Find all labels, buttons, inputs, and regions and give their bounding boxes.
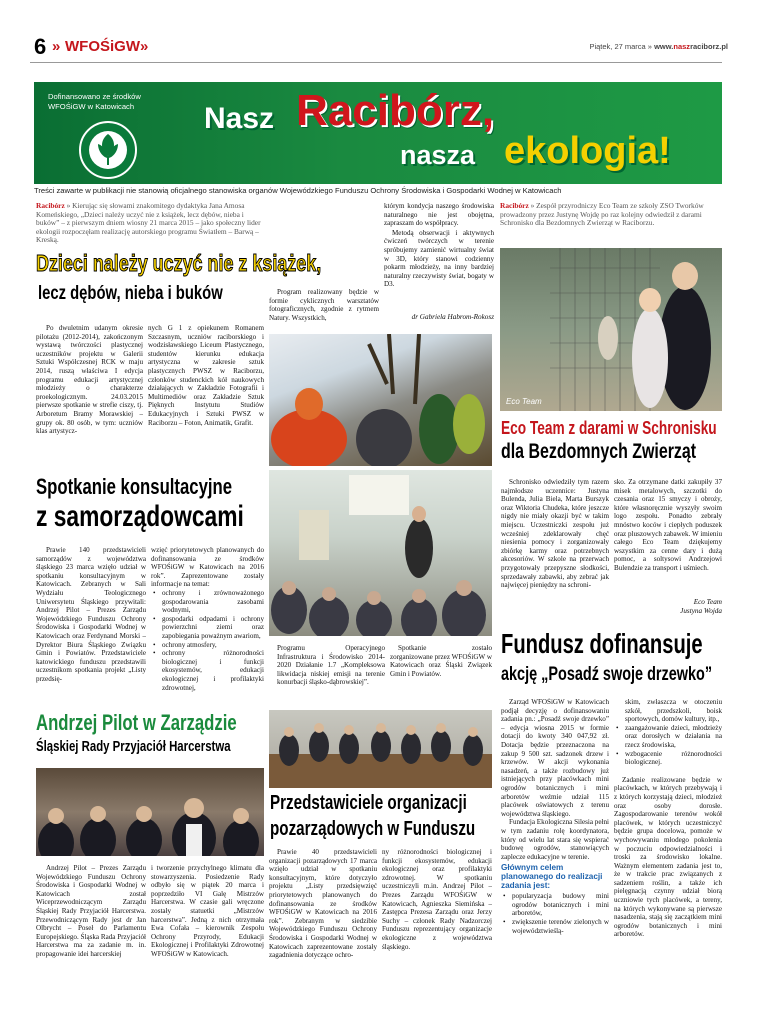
art6-photo (269, 710, 492, 788)
banner (34, 82, 722, 184)
art5-photo (36, 768, 264, 856)
art3-col2: wzięć priorytetowych planowanych do dofinansowania ze środków WFOŚiGW w Katowicach na 2016 rok”. Zaprezentowane zostały informacje na temat: • ochrony i zrównoważonego gospodarowania zasobami wodnymi, • gospodarki odpadami i ochrony powierzchni ziemi oraz zapobiegania poważnym awariom, • ochrony atmosfery, • ochrony różnorodności biologicznej i funkcji ekosystemów, edukacji ekologicznej i profilaktyki zdrowotnej, (151, 546, 264, 730)
art4-bullet: • wzbogacenie różnorodności biologicznej. (621, 750, 722, 767)
title-raciborz: Racibórz, (296, 86, 495, 135)
art3-col1: Prawie 140 przedstawicieli samorządów z województwa śląskiego 23 marca wzięło udział w spotkaniu konsultacyjnym w Katowicach. Zebranych w Sali Wydziału Teologicznego Uniwersytetu Śląskiego przywitali: Andrzej Pilot – Prezes Zarządu Wojewódzkiego Funduszu Ochrony Środowiska i Gospodarki Wodnej w Katowicach oraz Ferdynand Morski – Dyrektor Biura Śląskiego Związku Gmin i Powiatów. Przedstawiciele katowickiego funduszu przedstawili uczestnikom spotkania projekt „Listy przedsię- (36, 546, 146, 683)
art6-col2: ny różnorodności biologicznej i funkcji ekosystemów, edukacji ekologicznej oraz profilaktyki zdrowotnej. W spotkaniu uczestniczyli m.in. Andrzej Pilot – Prezes Zarządu WFOŚiGW w Katowicach, Agnieszka Siemińska – Zastępca Prezesa Zarządu oraz Jerzy Suchy – członek Rady Nadzorczej Funduszu reprezentujący organizacje ekologiczne z województwa śląskiego. (382, 848, 492, 951)
art1-title-2: lecz dębów, nieba i buków (38, 283, 223, 304)
art6-title-2: pozarządowych w Funduszu (270, 818, 476, 840)
art1-col4: którym kondycja naszego środowiska naturalnego nie jest obojętna, zapraszam do współpracy. Metodą obserwacji i aktywnych ćwiczeń twórczych w terenie spróbujemy zamienić wirtualny świat w 3D, który stanowi codzienny pokarm młodzieży, na inny bardziej naturalny rzeczywisty świat, bogaty w D3. (384, 202, 494, 289)
art1-photo (269, 334, 492, 466)
art3-bullet: • ochrony i zrównoważonego gospodarowania zasobami wodnymi, (158, 589, 264, 615)
header-date: Piątek, 27 marca » www.naszraciborz.pl (589, 42, 728, 51)
section-label: WFOŚiGW (65, 38, 140, 55)
art2-lead: Racibórz » Zespół przyrodniczy Eco Team ze szkoły ZSO Tworków prowadzony przez Justynę Wojdę po raz kolejny odwiedził z darami Schronisko dla Bezdomnych Zwierząt w Raciborzu. (500, 201, 704, 228)
art2-title-1: Eco Team z darami w Schronisku (501, 418, 717, 438)
art4-bullet: • zwiększenie terenów zielonych w województwieślą- (508, 918, 609, 935)
title-nasz: Nasz (204, 102, 275, 135)
art2-photo-caption: Eco Team (506, 397, 542, 406)
funding-text: Dofinansowano ze środków WFOŚiGW w Katowicach (48, 92, 141, 111)
title-nasza: nasza (400, 140, 476, 170)
art4-col2: skim, zwłaszcza w otoczeniu szkół, przedszkoli, boisk sportowych, domów kultury, itp., • zaangażowanie dzieci, młodzieży oraz dorosłych w działania na rzecz środowiska, • wzbogacenie różnorodności biologicznej. Zadanie realizowane będzie w placówkach, w których przebywają i z których korzystają dzieci, młodzież oraz osoby dorosłe. Zagospodarowanie terenów wokół placówek, w których uczestniczyć będzie grupa docelowa, pomoże w wychowywaniu młodego pokolenia w poczuciu odpowiedzialności i troski za środowisko lokalne. Ważnym elementem zadania jest to, że w trakcie prac związanych z sadzeniem roślin, a także ich pielęgnacją czynny udział biorą uczniowie tych placówek, a tereny, na których wykonywane są pierwsze nasadzenia, stają się zaczątkiem mini ogrodów botanicznych i mini arboretów. (614, 698, 722, 1018)
art4-bullets-1 (501, 892, 609, 935)
fund-seal-logo (78, 120, 138, 180)
art2-title-2: dla Bezdomnych Zwierząt (501, 440, 697, 463)
art2-photo (500, 248, 722, 411)
site-prefix: www. (654, 42, 674, 51)
art1-col2: nych G 1 z opiekunem Romanem Szczasnym, uczniów raciborskiego i wodzisławskiego Liceum Plastycznego, studentów kierunku edukacja artystyczna w zakresie sztuk plastycznych PWSZ w Raciborzu, członków studenckich kół naukowych działających w Zakładzie Fotografii i Multimediów oraz Zakładzie Sztuk Pięknych Instytutu Studiów Edukacyjnych i Sztuki PWSZ w Raciborzu – Foton, Animatik, Grafit. (148, 324, 264, 427)
page-header (30, 34, 730, 60)
art3-photo (269, 470, 492, 636)
art3-title-1: Spotkanie konsultacyjne (36, 474, 233, 499)
art2-col2: sko. Za otrzymane datki zakupiły 37 misek metalowych, szczotki do czesania oraz 15 smyczy i obroży, które własnoręcznie wyszyły swoim logo zespołu. Ponadto zebrały mnóstwo koców i ciepłych poduszek oraz pluszowych zabawek. W imieniu całego Eco Team dziękujemy wszystkim za cenne dary i dużą pomoc, a soltysowi Andrzejowi Bulendzie za transport i uśmiech. (614, 478, 722, 572)
art4-title-1: Fundusz dofinansuje (501, 628, 703, 659)
art6-title-1: Przedstawiciele organizacji (270, 792, 467, 814)
art1-col1: Po dwuletnim udanym okresie pilotażu (2012-2014), zakończonym wystawą twórczości plastycznej uczestników projektu w Galerii Sztuki Współczesnej RCK w maju 2014, ruszą właściwa I edycja programu edukacji artystycznej młodzieży o charakterze proekologicznym. 24.03.2015 pierwsze spotkanie w strefie ciszy, tj. Arboretum Bramy Morawskiej – grupy ok. 80 osób, w tym: uczniów klas artystycz- (36, 324, 143, 436)
art3-bullets (151, 589, 264, 692)
art1-signature: dr Gabriela Habrom-Rokosz (411, 313, 494, 321)
art3-col4: Spotkanie zostało zorganizowane przez WFOŚiGW w Katowicach oraz Śląski Związek Gmin i Powiatów. (390, 644, 492, 678)
art5-col1: Andrzej Pilot – Prezes Zarządu Wojewódzkiego Funduszu Ochrony Środowiska i Gospodarki Wodnej w Katowicach został Wiceprzewodniczącym Zarządu Śląskiej Rady Przyjaciół Harcerstwa. Przewodniczącym Rady jest dr Jan Olbrycht – Poseł do Parlamentu Europejskiego. Śląska Rada Przyjaciół Harcerstwa ma za zadanie m. in. propagowanie idei harcerskiej (36, 864, 146, 958)
title-ekologia: ekologia! (504, 130, 671, 172)
art4-title-2: akcję „Posadź swoje drzewko” (501, 664, 713, 685)
art2-sig-2: Justyna Wojda (680, 607, 722, 615)
art4-col1: Zarząd WFOŚiGW w Katowicach podjął decyzję o dofinansowaniu zadania pn.: „Posadź swoje drzewko” – edycja wiosna 2015 w formie dotacji do kwoty 340 047,92 zł. Dotacja będzie przeznaczona na zakup 9 500 szt. sadzonek drzew i krzewów. W akcji wykonania nasadzeń, a także rozbudowy już istniejących przy placówkach mini ogrodów botanicznych i mini arboretów weźmie udział 115 placówek oświatowych z terenu województwa śląskiego. Fundacja Ekologiczna Silesia pełni w tym zadaniu rolę koordynatora, który od wielu lat stara się wspierać budowę ogrodów, stanowiących zaplecze edukacyjne w terenie. Głównym celem planowanego do realizacji zadania jest: • popularyzacja budowy mini ogrodów botanicznych i mini arboretów, • zwiększenie terenów zielonych w województwieślą- (501, 698, 609, 1018)
art4-subhead: Głównym celem planowanego do realizacji zadania jest: (501, 863, 603, 891)
art3-bullet: • gospodarki odpadami i ochrony powierzchni ziemi oraz zapobiegania poważnym awariom, (158, 615, 264, 641)
art4-bullet: • popularyzacja budowy mini ogrodów botanicznych i mini arboretów, (508, 892, 609, 918)
art3-bullet: • ochrony różnorodności biologicznej i funkcji ekosystemów, edukacji ekologicznej i profilaktyki zdrowotnej, (158, 649, 264, 692)
header-separator: » (52, 38, 61, 55)
page-number: 6 (34, 34, 47, 59)
art6-col1: Prawie 40 przedstawicieli organizacji pozarządowych 17 marca wzięło udział w spotkaniu konsultacyjnym, które dotyczyło projektu „Listy przedsięwzięć priorytetowych planowanych do dofinansowania ze środków WFOŚiGW w Katowicach na 2016 rok”. Zebranym w siedzibie Wojewódzkiego Funduszu Ochrony Środowiska i Gospodarki Wodnej w Katowicach zaprezentowane zostały zagadnienia dotyczące ochro- (269, 848, 377, 960)
banner-title (204, 84, 714, 184)
art5-title-2: Śląskiej Rady Przyjaciół Harcerstwa (36, 738, 231, 755)
art1-title-1: Dzieci należy uczyć nie z książek, (36, 250, 322, 276)
header-rule (30, 62, 722, 63)
header-separator-end: » (140, 38, 149, 55)
art2-sig-1: Eco Team (693, 598, 722, 606)
art5-title-1: Andrzej Pilot w Zarządzie (36, 710, 237, 735)
art4-bullets-2 (614, 724, 722, 767)
art5-col2: i tworzenie przychylnego klimatu dla stowarzyszenia. Posiedzenie Rady odbyło się w piątek 20 marca i poprzedziło VI Galę Mistrzów Harcerstwa. W czasie gali wręczone zostały statuetki „Mistrzów harcerstwa”. Jedną z nich otrzymała Ewa Cofała – kierownik Zespołu Ochrony Przyrody, Edukacji Ekologicznej i Profilaktyki Zdrowotnej WFOŚiGW w Katowicach. (151, 864, 264, 958)
site-suffix: raciborz.pl (690, 42, 728, 51)
art3-col3: Programu Operacyjnego Infrastruktura i Środowisko 2014-2020 Działanie 1.7 „Kompleksowa likwidacja niskiej emisji na terenie konurbacji śląsko-dąbrowskiej”. (277, 644, 385, 687)
art1-lead-place: Racibórz (36, 201, 65, 210)
art3-title-2: z samorządowcami (36, 500, 244, 533)
art2-col1: Schronisko odwiedziły tym razem najmłodsze uczennice: Justyna Bulenda, Julia Biela, Marta Burszyk oraz Wiktoria Chudeka, które jeszcze nigdy nie miały okazji być w takim miejscu. Uczestniczki zespołu już wcześniej zdeklarowały chęć niesienia pomocy i zorganizowały zbiórkę karmy oraz potrzebnych akcesoriów. W szkole na przerwach przygotowały przepyszne słodkości, sprzedawały zabawki, aby zebrać jak najwięcej pieniędzy na schroni- (501, 478, 609, 590)
art2-lead-place: Racibórz (500, 201, 529, 210)
art4-bullet: • zaangażowanie dzieci, młodzieży oraz dorosłych w działania na rzecz środowiska, (621, 724, 722, 750)
disclaimer: Treści zawarte w publikacji nie stanowią oficjalnego stanowiska organów Wojewódzkiego Funduszu Ochrony Środowiska i Gospodarki Wodnej w Katowicach (34, 186, 562, 195)
art1-col3: Program realizowany będzie w formie cyklicznych warsztatów fotograficznych, zgodnie z rytmem Natury. Wszystkich, (269, 288, 379, 322)
site-brand: nasz (673, 42, 691, 51)
art1-lead: Racibórz » Kierując się słowami znakomitego dydaktyka Jana Amosa Komeńskiego, „Dzieci należy uczyć nie z książek, lecz dębów, nieba i buków” – z pierwszym dniem wiosny 21 marca 2015 – jako społeczny lider ekologii rozpoczęłam realizację autorskiego programu Światłem – Barwą – Kreską. (36, 201, 261, 245)
art3-bullet: • ochrony atmosfery, (158, 641, 264, 650)
